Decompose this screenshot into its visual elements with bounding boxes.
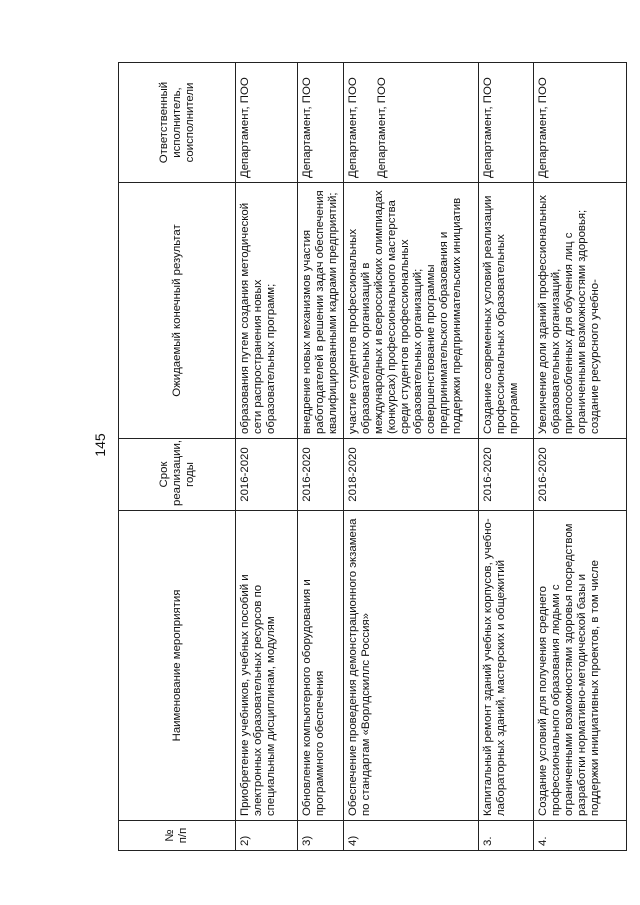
header-num: № п/п — [119, 821, 236, 851]
row-responsible: Департамент, ПОО — [479, 63, 534, 183]
table-row — [298, 63, 344, 851]
row-term: 2016-2020 — [236, 439, 298, 511]
row-num: 2) — [236, 821, 298, 851]
row-name: Обеспечение проведения демонстрационного экзамена по стандартам «Ворлдскиллс Россия» — [344, 511, 479, 821]
row-name: Капитальный ремонт зданий учебных корпусов, учебно-лабораторных зданий, мастерских и общежитий — [479, 511, 534, 821]
table-row — [236, 63, 298, 851]
table-row — [344, 63, 479, 851]
row-term: 2018-2020 — [344, 439, 479, 511]
row-result: Создание современных условий реализации профессиональных образовательных программ — [479, 183, 534, 439]
row-responsible-2: Департамент, ПОО — [376, 77, 388, 178]
row-num: 3) — [298, 821, 344, 851]
row-name: Создание условий для получения среднего профессионального образования людьми с ограниченными возможностями здоровья посредством разработки нормативно-методической базы и поддержки инициативных проектов, в том числе — [534, 511, 627, 821]
header-result: Ожидаемый конечный результат — [119, 183, 236, 439]
header-term: Срок реализации, годы — [119, 439, 236, 511]
row-term: 2016-2020 — [298, 439, 344, 511]
row-result: участие студентов профессиональных образовательных организаций в международных и всероссийских олимпиадах (конкурсах) профессионального мастерства среди студентов профессиональных образовательных организаций; совершенствование программы предпринимательского образования и поддержки предпринимательских инициатив — [344, 183, 479, 439]
row-term: 2016-2020 — [534, 439, 627, 511]
spacer — [360, 67, 376, 178]
row-responsible: Департамент, ПОО — [534, 63, 627, 183]
row-name: Обновление компьютерного оборудования и программного обеспечения — [298, 511, 344, 821]
row-num: 4) — [344, 821, 479, 851]
row-responsible: Департамент, ПОО — [347, 77, 359, 178]
table-row — [479, 63, 534, 851]
row-responsible-cell — [344, 63, 479, 183]
header-responsible: Ответственный исполнитель, соисполнители — [119, 63, 236, 183]
header-name: Наименование мероприятия — [119, 511, 236, 821]
table-header-row — [119, 63, 236, 851]
row-result: внедрение новых механизмов участия работодателей в решении задач обеспечения квалифицированными кадрами предприятий; — [298, 183, 344, 439]
row-responsible: Департамент, ПОО — [236, 63, 298, 183]
page-number: 145 — [92, 433, 108, 457]
row-term: 2016-2020 — [479, 439, 534, 511]
row-name: Приобретение учебников, учебных пособий и электронных образовательных ресурсов по специальным дисциплинам, модулям — [236, 511, 298, 821]
row-result: образования путем создания методической сети распространения новых образовательных программ; — [236, 183, 298, 439]
table-row — [534, 63, 627, 851]
row-num: 3. — [479, 821, 534, 851]
row-responsible: Департамент, ПОО — [298, 63, 344, 183]
measures-table — [118, 62, 627, 851]
row-num: 4. — [534, 821, 627, 851]
row-result: Увеличение доли зданий профессиональных образовательных организаций, приспособленных для обучения лиц с ограниченными возможностями здоровья; создание ресурсного учебно- — [534, 183, 627, 439]
